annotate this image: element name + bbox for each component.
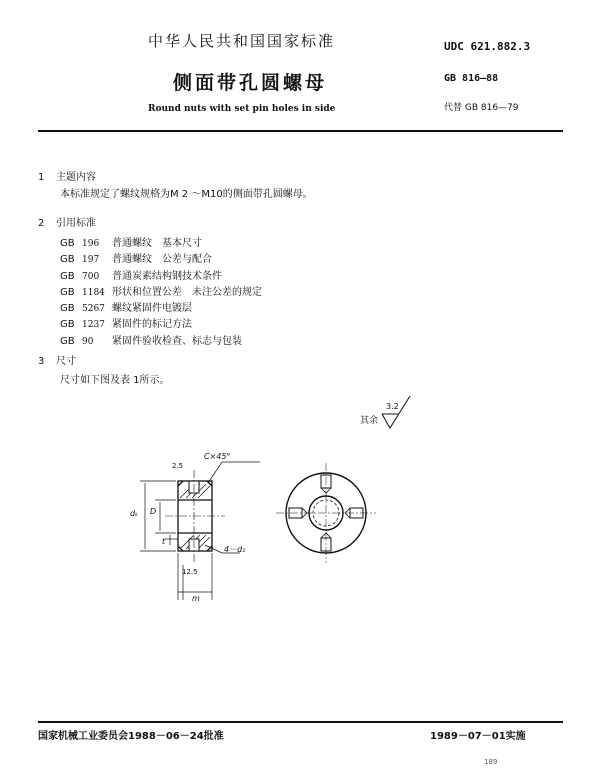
roughness-value: 3.2 bbox=[386, 402, 399, 411]
nut-front-view bbox=[276, 463, 376, 563]
reference-item: GB 700 普通炭素结构钢技术条件 bbox=[60, 270, 222, 282]
dim-D-label: D bbox=[150, 507, 157, 516]
roughness-label: 其余 bbox=[360, 416, 379, 426]
udc-number: UDC 621.882.3 bbox=[444, 40, 531, 53]
reference-item: GB 1237 紧固件的标记方法 bbox=[60, 319, 192, 331]
dim-m-label: m bbox=[192, 594, 200, 603]
section-2-heading: 2 引用标准 bbox=[38, 218, 96, 229]
dim-d1-label: 4－d₁ bbox=[224, 545, 246, 554]
section-1-heading: 1 主题内容 bbox=[38, 172, 96, 183]
dim-h-label: 12.5 bbox=[182, 568, 198, 576]
footer-rule bbox=[38, 721, 563, 723]
dim-dk-label: dₖ bbox=[130, 509, 139, 518]
dim-25-label: 2.5 bbox=[172, 462, 184, 470]
effective-date: 1989－07－01实施 bbox=[430, 731, 526, 742]
section-3-heading: 3 尺寸 bbox=[38, 356, 76, 367]
reference-item: GB 196 普通螺纹 基本尺寸 bbox=[60, 238, 202, 249]
page-number: 189 bbox=[484, 758, 498, 766]
chamfer-label: C×45° bbox=[204, 452, 231, 461]
approval-date: 国家机械工业委员会1988－06－24批准 bbox=[38, 731, 224, 742]
reference-item: GB 90 紧固件验收检查、标志与包装 bbox=[60, 335, 242, 347]
section-1-text: 本标准规定了螺纹规格为M 2 ～M10的侧面带孔圆螺母。 bbox=[60, 189, 313, 200]
standard-org-title: 中华人民共和国国家标准 bbox=[148, 32, 336, 50]
dimension-lines bbox=[140, 462, 260, 600]
reference-item: GB 1184 形状和位置公差 未注公差的规定 bbox=[60, 286, 262, 298]
dim-t-label: t bbox=[162, 537, 166, 546]
gb-number: GB 816—88 bbox=[444, 73, 499, 84]
document-title: 侧面带孔圆螺母 bbox=[173, 72, 328, 94]
document-title-english: Round nuts with set pin holes in side bbox=[148, 104, 336, 114]
section-3-text: 尺寸如下图及表 1所示。 bbox=[60, 375, 170, 386]
replaces-note: 代替 GB 816—79 bbox=[444, 103, 519, 113]
roughness-symbol bbox=[382, 396, 410, 428]
reference-item: GB 197 普通螺纹 公差与配合 bbox=[60, 254, 212, 266]
reference-item: GB 5267 螺纹紧固件电镀层 bbox=[60, 303, 192, 315]
